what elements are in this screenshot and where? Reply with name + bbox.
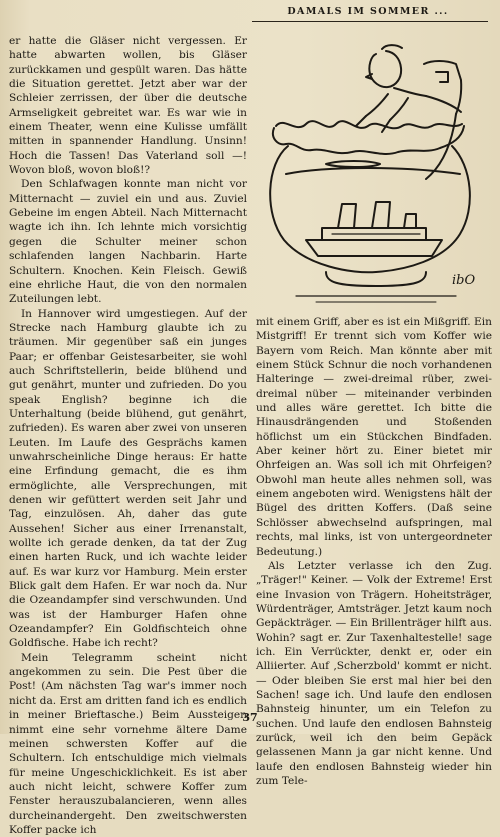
page-number: 37	[242, 711, 258, 724]
paragraph: Mein Telegramm scheint nicht angekommen zu sein. Die Pest über die Post! (Am nächsten Tag war's immer noch nicht da. Erst am dritten fand ich es endlich in meiner Brieftasche.) Beim Aussteigen nimmt eine sehr vornehme ältere Dame meinen schwersten Koffer auf die Schultern. Ich entschuldige mich vielmals für meine Ungeschicklichkeit. Es ist aber auch nicht leicht, schwere Koffer zum Fenster herauszubalancieren, wenn alles durcheinandergeht. Den zweitschwersten Koffer packe ich	[9, 651, 247, 836]
paragraph: Als Letzter verlasse ich den Zug. „Träger!" Keiner. — Volk der Extreme! Erst eine Invasion von Trägern. Hoheitsträger, Würdenträger, Amtsträger. Jetzt kaum noch Gepäckträger. — Ein Brillenträger hilft aus. Wohin? sagt er. Zur Taxenhaltestelle! sage ich. Ein Verrückter, denkt er, oder ein Alliierter. Auf ‚Scherzbold' kommt er nicht. — Oder bleiben Sie erst mal hier bei den Sachen! sage ich. Und laufe den endlosen Bahnsteig hinunter, um ein Telefon zu suchen. Und laufe den endlosen Bahnsteig zurück, weil ich den beim Gepäck gelassenen Mann ja gar nicht kenne. Und laufe den endlosen Bahnsteig wieder hin zum Tele-	[256, 559, 492, 787]
running-head: DAMALS IM SOMMER ...	[287, 6, 449, 17]
left-text-column	[9, 34, 247, 836]
cartoon-illustration	[256, 34, 492, 306]
paragraph: er hatte die Gläser nicht vergessen. Er hatte abwarten wollen, bis Gläser zurückkamen und gespült waren. Das hätte die Situation gerettet. Jetzt aber war der Schleier zerrissen, der über die deutsche Armseligkeit gebreitet war. Es war wie in einem Theater, wenn eine Kulisse umfällt mitten in spannender Handlung. Unsinn! Hoch die Tassen! Das Vaterland soll —! Wovon bloß, wovon bloß!?	[9, 35, 247, 177]
cartoon-drawing	[256, 34, 492, 306]
paragraph: Den Schlafwagen konnte man nicht vor Mitternacht — zuviel ein und aus. Zuviel Gebeine im engen Abteil. Nach Mitternacht wagte ich ihn. Ich lehnte mich vorsichtig gegen die Schulter meiner schon schlafenden langen Nachbarin. Harte Schultern. Knochen. Kein Fleisch. Gewiß eine ehrliche Haut, die von den normalen Zuteilungen lebt.	[9, 178, 247, 306]
paragraph: mit einem Griff, aber es ist ein Mißgriff. Ein Mistgriff! Er trennt sich vom Koffer wie Bayern vom Reich. Man könnte aber mit einem Stück Schnur die noch vorhandenen Halteringe — zwei-dreimal rüber, zwei-dreimal nüber — miteinander verbinden und alles wäre gerettet. Ich bitte die Hinausdrängenden und Stoßenden höflichst um ein Stückchen Bindfaden. Aber keiner hört zu. Einer bietet mir Ohrfeigen an. Was soll ich mit Ohrfeigen? Obwohl man heute alles nehmen soll, was einem angeboten wird. Wenigstens hält der Bügel des dritten Koffers. (Daß seine Schlösser abwechselnd aufspringen, mal rechts, mal links, ist von untergeordneter Bedeutung.)	[256, 316, 492, 558]
right-text-column	[256, 315, 492, 787]
header-rule	[252, 21, 488, 22]
paragraph: In Hannover wird umgestiegen. Auf der Strecke nach Hamburg glaubte ich zu träumen. Mir gegenüber saß ein junges Paar; er offenbar Geistesarbeiter, sie wohl auch Schriftstellerin, beide blühend und gut genährt, munter und zufrieden. Do you speak English? beginne ich die Unterhaltung (beide blühend, gut genährt, zufrieden). Es waren aber zwei von unseren Leuten. Im Laufe des Gesprächs kamen unwahrscheinliche Dinge heraus: Er hatte eine Erfindung gemacht, die es ihm ermöglichte, alle Versprechungen, mit denen wir gefüttert werden seit Jahr und Tag, einzulösen. Ah, daher das gute Aussehen! Sicher aus einer Irrenanstalt, wollte ich gerade denken, da tat der Zug einen harten Ruck, und ich wachte leider auf. Es war kurz vor Hamburg. Mein erster Blick galt dem Hafen. Er war noch da. Nur die Ozeandampfer sind verschwunden. Und was ist der Hamburger Hafen ohne Ozeandampfer? Ein Goldfischteich ohne Goldfische. Habe ich recht?	[9, 307, 247, 650]
artist-signature: ibO	[452, 273, 476, 288]
